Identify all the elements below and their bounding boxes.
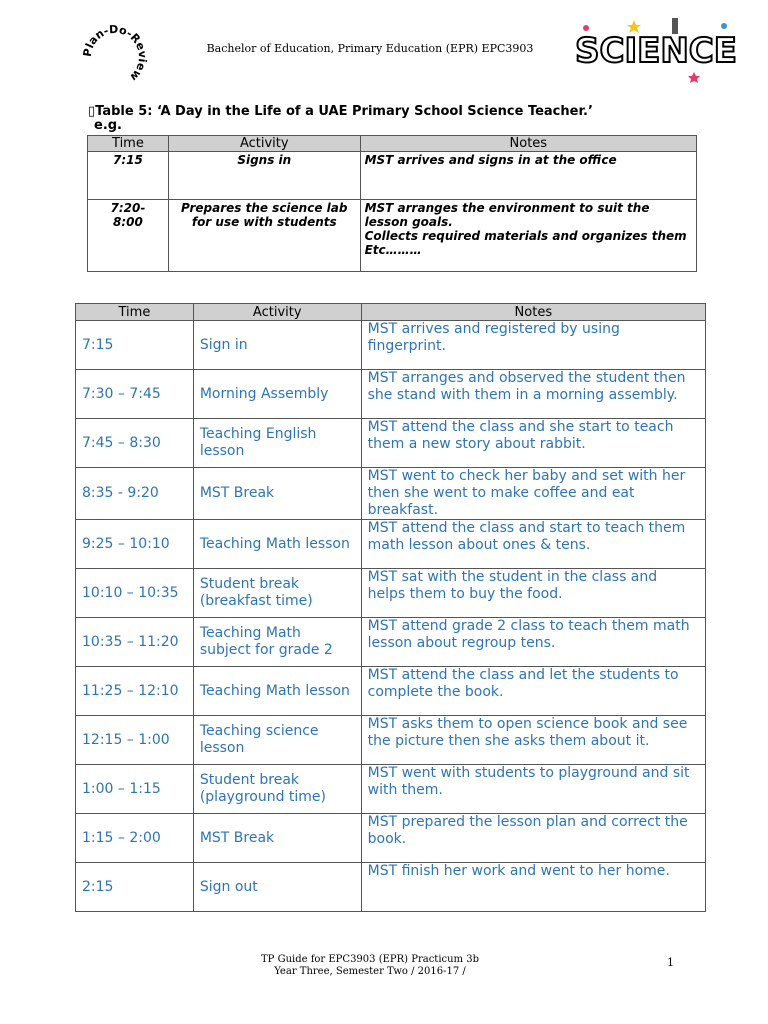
page-number: 1 xyxy=(667,956,674,969)
science-logo xyxy=(574,14,738,86)
row-time: 1:15 – 2:00 xyxy=(76,814,194,863)
header-notes: Notes xyxy=(360,136,696,152)
row-notes: MST finish her work and went to her home. xyxy=(361,863,705,912)
table-row xyxy=(88,152,697,200)
row-notes: MST asks them to open science book and see the picture then she asks them about it. xyxy=(361,716,705,765)
row-time: 7:20- 8:00 xyxy=(88,200,169,272)
row-notes: MST arranges and observed the student then she stand with them in a morning assembly. xyxy=(361,370,705,419)
row-activity: Signs in xyxy=(168,152,360,200)
table-row xyxy=(76,716,706,765)
row-time: 7:15 xyxy=(88,152,169,200)
row-time: 7:45 – 8:30 xyxy=(76,419,194,468)
note-line: Etc……… xyxy=(364,243,422,257)
row-notes xyxy=(360,200,696,272)
row-time: 10:10 – 10:35 xyxy=(76,569,194,618)
row-notes: MST attend the class and start to teach them math lesson about ones & tens. xyxy=(361,520,705,569)
row-time: 1:00 – 1:15 xyxy=(76,765,194,814)
row-time: 8:35 - 9:20 xyxy=(76,468,194,520)
caption-eg: e.g. xyxy=(94,118,122,133)
header-time: Time xyxy=(88,136,169,152)
table-row xyxy=(76,765,706,814)
table-row xyxy=(76,569,706,618)
row-activity: Student break (breakfast time) xyxy=(193,569,361,618)
header-notes: Notes xyxy=(361,304,705,321)
row-notes: MST arrives and registered by using fingerprint. xyxy=(361,321,705,370)
table-row xyxy=(76,618,706,667)
schedule-table xyxy=(75,303,706,912)
page-footer xyxy=(180,954,560,978)
svg-text:Plan-Do-Review xyxy=(81,23,149,84)
table-row xyxy=(76,863,706,912)
footer-line-2: Year Three, Semester Two / 2016-17 / xyxy=(274,966,466,977)
row-activity: MST Break xyxy=(193,814,361,863)
table-row xyxy=(76,468,706,520)
schedule-table-header xyxy=(76,304,706,321)
row-activity: Teaching Math lesson xyxy=(193,520,361,569)
row-time: 9:25 – 10:10 xyxy=(76,520,194,569)
caption-title: ▯Table 5: ‘A Day in the Life of a UAE Primary School Science Teacher.’ xyxy=(88,104,593,119)
course-header: Bachelor of Education, Primary Education (EPR) EPC3903 xyxy=(206,42,534,55)
row-notes: MST prepared the lesson plan and correct the book. xyxy=(361,814,705,863)
row-time: 7:30 – 7:45 xyxy=(76,370,194,419)
row-activity: Teaching English lesson xyxy=(193,419,361,468)
row-time: 12:15 – 1:00 xyxy=(76,716,194,765)
row-notes: MST attend the class and she start to teach them a new story about rabbit. xyxy=(361,419,705,468)
table-row xyxy=(76,814,706,863)
row-notes: MST attend the class and let the students to complete the book. xyxy=(361,667,705,716)
row-activity: Sign out xyxy=(193,863,361,912)
logo-left-text: Plan-Do-Review xyxy=(80,22,150,84)
logo-right-text: SCIENCE xyxy=(575,31,737,71)
row-time: 11:25 – 12:10 xyxy=(76,667,194,716)
row-activity: Student break (playground time) xyxy=(193,765,361,814)
table-row xyxy=(88,200,697,272)
table-row xyxy=(76,370,706,419)
row-activity: Sign in xyxy=(193,321,361,370)
table-row xyxy=(76,520,706,569)
row-activity: MST Break xyxy=(193,468,361,520)
header-activity: Activity xyxy=(193,304,361,321)
row-activity: Teaching Math subject for grade 2 xyxy=(193,618,361,667)
row-activity: Prepares the science lab for use with students xyxy=(168,200,360,272)
example-table-header xyxy=(88,136,697,152)
header-activity: Activity xyxy=(168,136,360,152)
note-line: Collects required materials and organizes them xyxy=(364,229,687,243)
row-time: 2:15 xyxy=(76,863,194,912)
table-caption xyxy=(88,104,593,133)
row-notes xyxy=(360,152,696,200)
row-time: 7:15 xyxy=(76,321,194,370)
footer-line-1: TP Guide for EPC3903 (EPR) Practicum 3b xyxy=(261,954,479,965)
table-row xyxy=(76,321,706,370)
row-notes: MST sat with the student in the class and helps them to buy the food. xyxy=(361,569,705,618)
row-activity: Teaching Math lesson xyxy=(193,667,361,716)
row-notes: MST went to check her baby and set with her then she went to make coffee and eat breakfast. xyxy=(361,468,705,520)
note-line: MST arrives and signs in at the office xyxy=(364,153,617,167)
row-notes: MST went with students to playground and sit with them. xyxy=(361,765,705,814)
table-row xyxy=(76,419,706,468)
row-notes: MST attend grade 2 class to teach them math lesson about regroup tens. xyxy=(361,618,705,667)
row-activity: Morning Assembly xyxy=(193,370,361,419)
header-time: Time xyxy=(76,304,194,321)
table-row xyxy=(76,667,706,716)
note-line: MST arranges the environment to suit the lesson goals. xyxy=(364,201,650,229)
plan-do-review-logo xyxy=(80,22,150,92)
example-table xyxy=(87,135,697,272)
row-activity: Teaching science lesson xyxy=(193,716,361,765)
row-time: 10:35 – 11:20 xyxy=(76,618,194,667)
